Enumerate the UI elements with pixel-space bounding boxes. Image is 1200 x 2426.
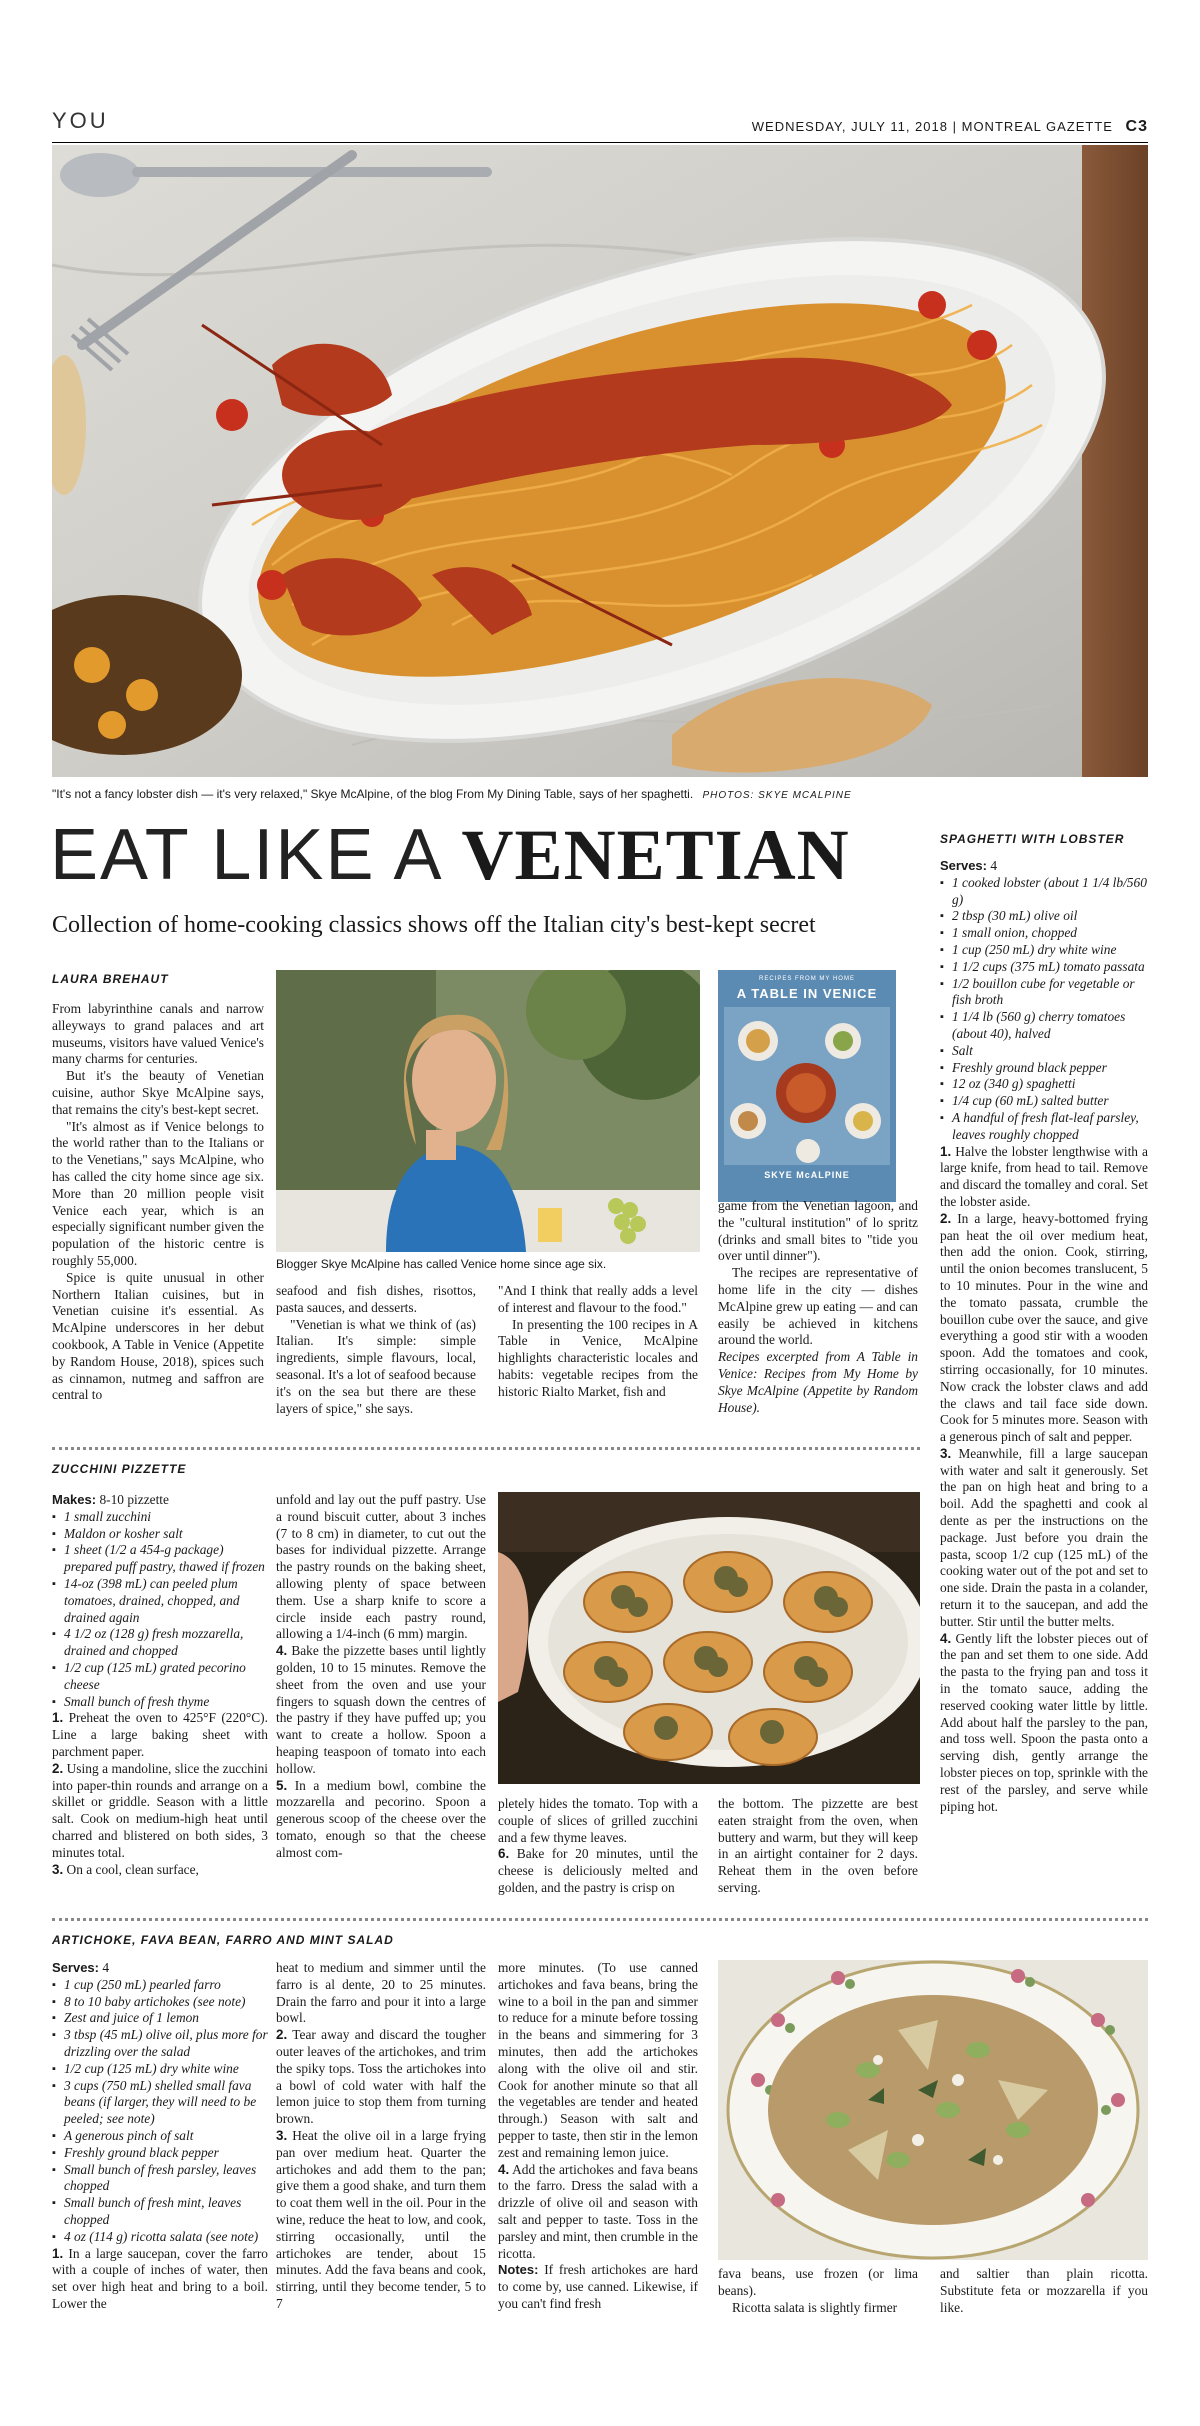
- paragraph: seafood and fish dishes, risottos, pasta sauces, and desserts.: [276, 1283, 476, 1315]
- salad-column-5: [940, 2266, 1148, 2346]
- photo-credit: PHOTOS: SKYE MCALPINE: [702, 790, 852, 801]
- step-text: Add the artichokes and fava beans to the farro. Dress the salad with a drizzle of olive oil and season with salt and pepper to taste. Toss in the parsley and mint, then crumble in the ricotta.: [498, 2161, 698, 2261]
- zucchini-column-4: [718, 1796, 918, 1906]
- date: WEDNESDAY, JULY 11, 2018: [751, 119, 948, 134]
- article-column-4: [718, 1198, 918, 1433]
- zucchini-column-1: [52, 1492, 268, 1902]
- ingredient: ▪ 1 1/2 cups (375 mL) tomato passata: [940, 959, 1148, 976]
- paragraph: pletely hides the tomato. Top with a couple of slices of grilled zucchini and a few thyme leaves.: [498, 1796, 698, 1845]
- ingredient: ▪ 8 to 10 baby artichokes (see note): [52, 1994, 268, 2011]
- section-label: YOU: [52, 108, 109, 133]
- step-number: 2.: [276, 2027, 288, 2043]
- step-text: In a large, heavy-bottomed frying pan heat the oil over medium heat, then add the onion. Cook, stirring, until the onion becomes translucent, 5 to 10 minutes. Pour in the wine and the tomato passata, crumble the bouillon cube over the sauce, and give everything a good stir with a wooden spoon. Add the tomatoes and cook, stirring occasionally, for 10 minutes. Now crack the lobster claws and add the claws and tail face side down. Cook for 5 minutes more. Season with a generous pinch of salt and pepper.: [940, 1210, 1148, 1445]
- serves-label: Serves:: [52, 1960, 99, 1975]
- ingredient: ▪ Salt: [940, 1043, 1148, 1060]
- ingredient: ▪ A generous pinch of salt: [52, 2128, 268, 2145]
- recipe-step: [52, 1862, 268, 1879]
- paragraph: fava beans, use frozen (or lima beans).: [718, 2266, 918, 2298]
- article-column-2: [276, 1283, 476, 1433]
- recipe-step: [276, 1643, 486, 1777]
- deck: Collection of home-cooking classics shows off the Italian city's best-kept secret: [52, 912, 816, 938]
- paragraph: "It's almost as if Venice belongs to the world rather than to the Italians or to the Venetians," says McAlpine, who has called the city home since age six. More than 20 million people visit Venice each year, which is an especially significant number given the population of the historic centre is roughly 55,000.: [52, 1118, 264, 1268]
- step-number: 3.: [940, 1445, 952, 1461]
- step-number: 5.: [276, 1777, 288, 1793]
- ingredient: ▪ Small bunch of fresh mint, leaves chopped: [52, 2195, 268, 2229]
- salad-notes: [498, 2262, 698, 2312]
- paragraph: In presenting the 100 recipes in A Table in Venice, McAlpine highlights characteristic locales and habits: vegetable recipes from the historic Rialto Market, fish and: [498, 1316, 698, 1399]
- lobster-spaghetti-photo: [52, 145, 1148, 777]
- ingredient: ▪ Maldon or kosher salt: [52, 1526, 268, 1543]
- ingredient: ▪ 1/2 cup (125 mL) grated pecorino cheese: [52, 1660, 268, 1694]
- paragraph: Spice is quite unusual in other Northern Italian cuisines, but in Venetian cuisine it's essential. As McAlpine underscores in her debut cookbook, A Table in Venice (Appetite by Random House, 2018), spices such as cinnamon, nutmeg and saffron are central to: [52, 1269, 264, 1403]
- serves-label: Serves:: [940, 858, 987, 873]
- step-number: 2.: [940, 1210, 952, 1226]
- ingredient: ▪ Zest and juice of 1 lemon: [52, 2010, 268, 2027]
- step-text: Heat the olive oil in a large frying pan over medium heat. Quarter the artichokes and add them to the pan; give them a good shake, and turn them to coat them well in the oil. Pour in the wine, reduce the heat to low, and cook, stirring occasionally, until the artichokes are tender, about 15 minutes. Add the fava beans and cook, stirring, until they become tender, 5 to 7: [276, 2127, 486, 2311]
- step-number: 3.: [52, 1861, 64, 1877]
- notes-text: If fresh artichokes are hard to come by, use canned. Likewise, if you can't find fresh: [498, 2262, 698, 2311]
- paragraph: "And I think that really adds a level of interest and flavour to the food.": [498, 1283, 698, 1315]
- ingredient: ▪ 1 cup (250 mL) dry white wine: [940, 942, 1148, 959]
- salad-column-2: [276, 1960, 486, 2380]
- step-text: Using a mandoline, slice the zucchini into paper-thin rounds and arrange on a skillet or griddle. Season with a little salt. Cook on medium-high heat until charred and blistered on both sides, 3 minutes total.: [52, 1760, 268, 1860]
- serves-value: 4: [990, 858, 998, 873]
- book-author: SKYE McALPINE: [764, 1170, 850, 1180]
- recipe-step: [276, 2128, 486, 2313]
- book-cover: [718, 970, 896, 1202]
- recipe-step: [276, 2027, 486, 2128]
- lobster-ingredients: [940, 875, 1148, 1144]
- recipe-step: [276, 1778, 486, 1862]
- paragraph: heat to medium and simmer until the farro is al dente, 20 to 25 minutes. Drain the farro and pour it into a large bowl.: [276, 1960, 486, 2026]
- ingredient: ▪ 1 small onion, chopped: [940, 925, 1148, 942]
- article-column-3: [498, 1283, 698, 1433]
- paragraph: From labyrinthine canals and narrow alleyways to grand palaces and art museums, visitors have valued Venice's many charms for centuries.: [52, 1001, 264, 1067]
- hero-caption-text: "It's not a fancy lobster dish — it's very relaxed," Skye McAlpine, of the blog From My Dining Table, says of her spaghetti.: [52, 787, 694, 801]
- ingredient: ▪ 1/2 bouillon cube for vegetable or fish broth: [940, 976, 1148, 1010]
- ingredient: ▪ Small bunch of fresh thyme: [52, 1694, 268, 1711]
- makes-value: 8-10 pizzette: [99, 1492, 169, 1507]
- recipe-step: [498, 1846, 698, 1896]
- zucchini-ingredients: [52, 1509, 268, 1711]
- paragraph: "Venetian is what we think of (as) Italian. It's simple: simple ingredients, simple flavours, local, seasonal. It's a lot of seafood because it's on the sea but there are these layers of spice," she says.: [276, 1316, 476, 1416]
- step-number: 1.: [940, 1143, 952, 1159]
- paragraph: game from the Venetian lagoon, and the "cultural institution" of lo spritz (drinks and small bites to "tide you over until dinner").: [718, 1198, 918, 1264]
- page-number: C3: [1125, 118, 1148, 135]
- zucchini-column-3: [498, 1796, 698, 1906]
- ingredient: ▪ 1 cup (250 mL) pearled farro: [52, 1977, 268, 1994]
- ingredient: ▪ 3 cups (750 mL) shelled small fava beans (if larger, they will need to be peeled; see note): [52, 2078, 268, 2128]
- section-divider: [52, 1918, 1148, 1921]
- dateline: WEDNESDAY, JULY 11, 2018 | MONTREAL GAZETTE C3: [751, 118, 1148, 135]
- salad-ingredients: [52, 1977, 268, 2246]
- paper-name: MONTREAL GAZETTE: [961, 119, 1113, 134]
- paragraph: more minutes. (To use canned artichokes and fava beans, bring the wine to a boil in the pan and simmer to reduce for a minute before tossing in the beans and simmering for 3 minutes, then add the artichokes along with the olive oil and stir. Cook for another minute so that all the vegetables are tender and heated through.) Season with salt and pepper to taste, then stir in the lemon zest and remaining lemon juice.: [498, 1960, 698, 2160]
- ingredient: ▪ 1 1/4 lb (560 g) cherry tomatoes (about 40), halved: [940, 1009, 1148, 1043]
- ingredient: ▪ 3 tbsp (45 mL) olive oil, plus more for drizzling over the salad: [52, 2027, 268, 2061]
- source-note-text: Recipes excerpted from A Table in Venice: Recipes from My Home by Skye McAlpine (Appetite by Random House).: [718, 1349, 918, 1415]
- step-number: 4.: [940, 1630, 952, 1646]
- salad-serves: [52, 1960, 268, 1977]
- ingredient: ▪ 4 1/2 oz (128 g) fresh mozzarella, drained and chopped: [52, 1626, 268, 1660]
- step-number: 3.: [276, 2127, 288, 2143]
- ingredient: ▪ 12 oz (340 g) spaghetti: [940, 1076, 1148, 1093]
- paragraph: Ricotta salata is slightly firmer: [732, 2299, 898, 2315]
- ingredient: ▪ Small bunch of fresh parsley, leaves chopped: [52, 2162, 268, 2196]
- recipe-step: [52, 2246, 268, 2313]
- ingredient: ▪ 1 sheet (1/2 a 454-g package) prepared puff pastry, thawed if frozen: [52, 1542, 268, 1576]
- paragraph: and saltier than plain ricotta. Substitute feta or mozzarella if you like.: [940, 2266, 1148, 2315]
- ingredient: ▪ A handful of fresh flat-leaf parsley, leaves roughly chopped: [940, 1110, 1148, 1144]
- serves-value: 4: [102, 1960, 110, 1975]
- ingredient: ▪ 1 small zucchini: [52, 1509, 268, 1526]
- step-text: In a medium bowl, combine the mozzarella and pecorino. Spoon a generous scoop of the cheese over the tomato, enough so that the cheese almost com-: [276, 1777, 486, 1860]
- step-number: 1.: [52, 1710, 64, 1726]
- paragraph: the bottom. The pizzette are best eaten straight from the oven, when buttery and warm, but they will keep in an airtight container for 2 days. Reheat them in the oven before serving.: [718, 1796, 918, 1895]
- ingredient: ▪ Freshly ground black pepper: [52, 2145, 268, 2162]
- zucchini-pizzette-photo: [498, 1492, 920, 1784]
- salad-column-4: [718, 2266, 918, 2346]
- salad-recipe-title: ARTICHOKE, FAVA BEAN, FARRO AND MINT SALAD: [52, 1933, 394, 1947]
- recipe-step: [940, 1631, 1148, 1816]
- ingredient: ▪ 1/2 cup (125 mL) dry white wine: [52, 2061, 268, 2078]
- ingredient: ▪ 1 cooked lobster (about 1 1/4 lb/560 g): [940, 875, 1148, 909]
- notes-label: Notes:: [498, 2262, 539, 2278]
- step-text: Preheat the oven to 425°F (220°C). Line a large baking sheet with parchment paper.: [52, 1710, 268, 1759]
- step-text: Halve the lobster lengthwise with a large knife, from head to tail. Remove and discard the tomalley and coral. Set the lobster aside.: [940, 1143, 1148, 1209]
- step-text: On a cool, clean surface,: [66, 1861, 199, 1877]
- step-text: Bake the pizzette bases until lightly golden, 10 to 15 minutes. Remove the sheet from the oven and use your fingers to squash down the centres of the pastry if they have puffed up; you want to create a hollow. Spoon a heaping teaspoon of tomato into each hollow.: [276, 1643, 486, 1776]
- step-text: Bake for 20 minutes, until the cheese is deliciously melted and golden, and the pastry is crisp on: [498, 1846, 698, 1895]
- source-note: [718, 1349, 918, 1416]
- zucchini-column-2: [276, 1492, 486, 1902]
- salad-column-3: [498, 1960, 698, 2380]
- recipe-step: [498, 2162, 698, 2263]
- zucchini-recipe-title: ZUCCHINI PIZZETTE: [52, 1462, 187, 1476]
- book-kicker: RECIPES FROM MY HOME: [759, 976, 855, 982]
- salad-column-1: [52, 1960, 268, 2380]
- portrait-caption: Blogger Skye McAlpine has called Venice home since age six.: [276, 1257, 607, 1271]
- byline: LAURA BREHAUT: [52, 972, 169, 986]
- makes-label: Makes:: [52, 1492, 97, 1507]
- paragraph: The recipes are representative of home life in the city — dishes McAlpine grew up eating — and can easily be achieved in kitchens around the world.: [718, 1265, 918, 1348]
- lobster-recipe-title: SPAGHETTI WITH LOBSTER: [940, 832, 1125, 846]
- step-number: 4.: [276, 1643, 288, 1659]
- ingredient: ▪ 14-oz (398 mL) can peeled plum tomatoes, drained, chopped, and drained again: [52, 1576, 268, 1626]
- headline: [50, 815, 850, 895]
- headline-heavy: VENETIAN: [461, 815, 850, 895]
- recipe-step: [52, 1761, 268, 1862]
- section-divider: [52, 1447, 920, 1450]
- lobster-recipe: [940, 858, 1148, 1918]
- hero-caption: [52, 786, 1148, 804]
- headline-light: EAT LIKE A: [50, 815, 444, 895]
- recipe-step: [940, 1446, 1148, 1631]
- step-number: 4.: [498, 2161, 510, 2177]
- article-column-1: [52, 1001, 264, 1433]
- paragraph: unfold and lay out the puff pastry. Use a round biscuit cutter, about 3 inches (7 to 8 cm) in diameter, to cut out the bases for individual pizzette. Arrange the pastry rounds on the baking sheet, allowing plenty of space between them. Use a sharp knife to score a circle inside each pastry round, allowing a 1/4-inch (6 mm) margin.: [276, 1492, 486, 1642]
- salad-photo: [718, 1960, 1148, 2260]
- step-text: Gently lift the lobster pieces out of the pan and set them to one side. Add the pasta to the frying pan and toss it in the tomato sauce, adding the reserved cooking water little by little. Add about half the parsley to the pan, and toss well. Spoon the pasta onto a serving dish, gently arrange the lobster pieces on top, sprinkle with the rest of the parsley, and serve while piping hot.: [940, 1630, 1148, 1814]
- ingredient: ▪ 2 tbsp (30 mL) olive oil: [940, 908, 1148, 925]
- zucchini-makes: [52, 1492, 268, 1509]
- portrait-photo: [276, 970, 700, 1252]
- lobster-serves: [940, 858, 1148, 875]
- step-text: In a large saucepan, cover the farro with a couple of inches of water, then set over high heat and bring to a boil. Lower the: [52, 2245, 268, 2311]
- header-rule: [52, 142, 1148, 143]
- ingredient: ▪ 1/4 cup (60 mL) salted butter: [940, 1093, 1148, 1110]
- step-text: Tear away and discard the tougher outer leaves of the artichokes, and trim the spiky tops. Toss the artichokes into a bowl of cold water with half the lemon juice to stop them from turning brown.: [276, 2027, 486, 2127]
- book-title: A TABLE IN VENICE: [736, 986, 878, 1001]
- ingredient: ▪ Freshly ground black pepper: [940, 1060, 1148, 1077]
- book-cover-food-icon: [718, 1001, 896, 1171]
- step-number: 6.: [498, 1846, 510, 1862]
- recipe-step: [52, 1710, 268, 1760]
- ingredient: ▪ 4 oz (114 g) ricotta salata (see note): [52, 2229, 268, 2246]
- step-number: 2.: [52, 1760, 64, 1776]
- paragraph: But it's the beauty of Venetian cuisine, author Skye McAlpine says, that remains the city's best-kept secret.: [52, 1068, 264, 1117]
- step-text: Meanwhile, fill a large saucepan with water and salt it generously. Set the pan on high heat and bring to a boil. Add the spaghetti and cook al dente as per the instructions on the package. Just before you drain the pasta, scoop 1/2 cup (125 mL) of the cooking water out of the pot and set to one side. Drain the pasta in a colander, return it to the saucepan, and add the butter. Stir until the butter melts.: [940, 1445, 1148, 1629]
- step-number: 1.: [52, 2245, 64, 2261]
- recipe-step: [940, 1144, 1148, 1211]
- recipe-step: [940, 1211, 1148, 1446]
